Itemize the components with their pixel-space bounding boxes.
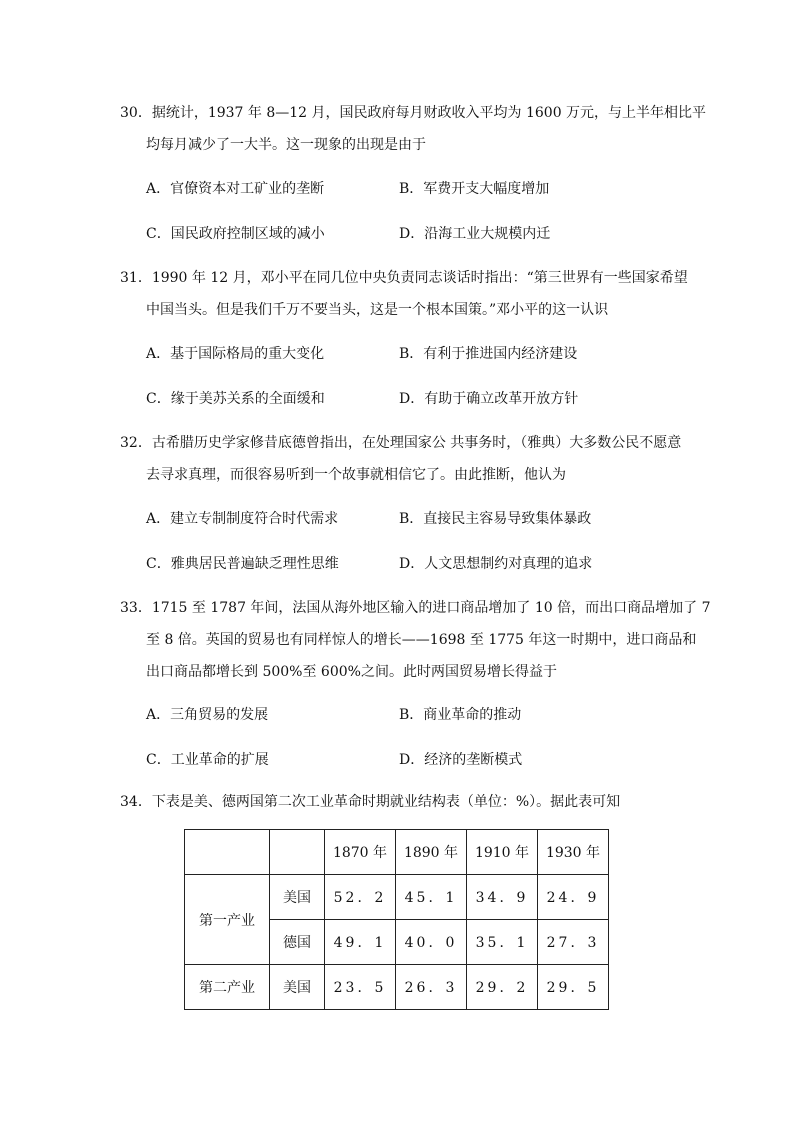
- table-header-empty: [185, 830, 270, 875]
- table-country-cell: 美国: [270, 875, 325, 920]
- table-header-empty: [270, 830, 325, 875]
- question-31-line-1: 31．1990 年 12 月，邓小平在同几位中央负责同志谈话时指出：“第三世界有一些国家希望: [120, 270, 688, 286]
- table-country-cell: 德国: [270, 920, 325, 965]
- table-value-cell: 35．1: [467, 920, 538, 965]
- option-a[interactable]: A．建立专制制度符合时代需求: [146, 511, 339, 527]
- table-sector-cell: 第二产业: [185, 965, 270, 1010]
- table-header-year: 1930 年: [538, 830, 609, 875]
- table-header-year: 1870 年: [325, 830, 396, 875]
- table-value-cell: 29．2: [467, 965, 538, 1010]
- question-30: [120, 97, 707, 161]
- table-value-cell: 34．9: [467, 875, 538, 920]
- table-row: [185, 965, 609, 1010]
- option-d[interactable]: D．沿海工业大规模内迁: [399, 226, 551, 242]
- table-value-cell: 40．0: [396, 920, 467, 965]
- question-33-line-2: 至 8 倍。英国的贸易也有同样惊人的增长——1698 至 1775 年这一时期中，进口商品和: [146, 632, 697, 648]
- question-33: [120, 592, 711, 688]
- table-value-cell: 27．3: [538, 920, 609, 965]
- question-33-line-1: 33．1715 至 1787 年间，法国从海外地区输入的进口商品增加了 10 倍，而出口商品增加了 7: [120, 600, 711, 616]
- option-c[interactable]: C．工业革命的扩展: [146, 752, 269, 768]
- option-a[interactable]: A．基于国际格局的重大变化: [146, 346, 325, 362]
- table-header-year: 1890 年: [396, 830, 467, 875]
- table-sector-cell: 第一产业: [185, 875, 270, 965]
- option-c[interactable]: C．国民政府控制区域的减小: [146, 226, 325, 242]
- employment-structure-table: [184, 829, 609, 1010]
- table-value-cell: 26．3: [396, 965, 467, 1010]
- table-value-cell: 29．5: [538, 965, 609, 1010]
- question-32: [120, 427, 680, 491]
- table-header-row: [185, 830, 609, 875]
- option-b[interactable]: B．军费开支大幅度增加: [399, 181, 550, 197]
- option-a[interactable]: A．官僚资本对工矿业的垄断: [146, 181, 325, 197]
- question-32-line-1: 32．古希腊历史学家修昔底德曾指出，在处理国家公 共事务时，（雅典）大多数公民不愿意: [120, 435, 682, 451]
- option-d[interactable]: D．经济的垄断模式: [399, 752, 523, 768]
- question-33-line-3: 出口商品都增长到 500%至 600%之间。此时两国贸易增长得益于: [146, 664, 557, 680]
- table-value-cell: 23．5: [325, 965, 396, 1010]
- question-31-line-2: 中国当头。但是我们千万不要当头，这是一个根本国策。”邓小平的这一认识: [146, 302, 609, 318]
- table-row: [185, 875, 609, 920]
- option-b[interactable]: B．商业革命的推动: [399, 707, 522, 723]
- question-30-line-1: 30．据统计，1937 年 8—12 月，国民政府每月财政收入平均为 1600 万元，与上半年相比平: [120, 105, 707, 121]
- option-d[interactable]: D．人文思想制约对真理的追求: [399, 556, 593, 572]
- question-34: [120, 786, 680, 818]
- table-value-cell: 24．9: [538, 875, 609, 920]
- question-32-line-2: 去寻求真理，而很容易听到一个故事就相信它了。由此推断，他认为: [146, 467, 566, 483]
- option-c[interactable]: C．缘于美苏关系的全面缓和: [146, 391, 325, 407]
- option-d[interactable]: D．有助于确立改革开放方针: [399, 391, 579, 407]
- question-30-line-2: 均每月减少了一大半。这一现象的出现是由于: [146, 137, 426, 153]
- table-country-cell: 美国: [270, 965, 325, 1010]
- question-34-line-1: 34．下表是美、德两国第二次工业革命时期就业结构表（单位：%）。据此表可知: [120, 794, 621, 810]
- table-header-year: 1910 年: [467, 830, 538, 875]
- question-31: [120, 262, 688, 326]
- option-b[interactable]: B．有利于推进国内经济建设: [399, 346, 578, 362]
- option-b[interactable]: B．直接民主容易导致集体暴政: [399, 511, 592, 527]
- table-value-cell: 45．1: [396, 875, 467, 920]
- table-value-cell: 49．1: [325, 920, 396, 965]
- table-value-cell: 52．2: [325, 875, 396, 920]
- option-a[interactable]: A．三角贸易的发展: [146, 707, 269, 723]
- option-c[interactable]: C．雅典居民普遍缺乏理性思维: [146, 556, 339, 572]
